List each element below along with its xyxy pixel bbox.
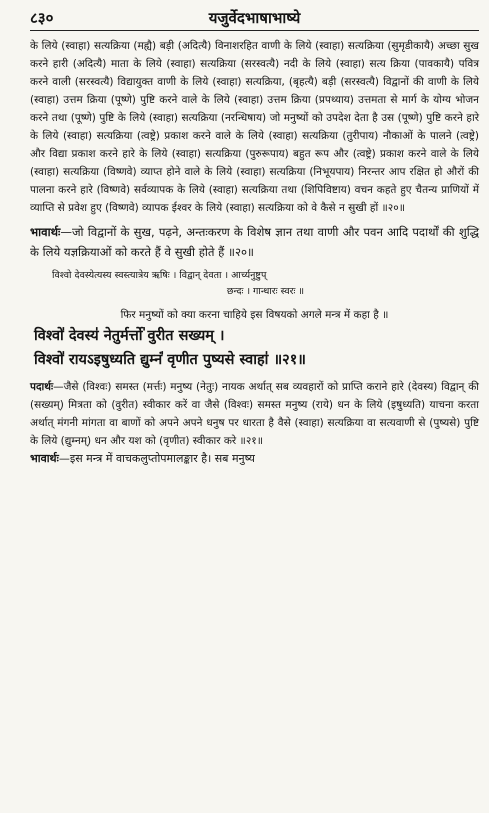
padartha-label: पदार्थः (30, 381, 54, 393)
rishi-devata-notation (30, 268, 479, 300)
bhavartha-text: —जो विद्वानों के सुख, पढ़ने, अन्तःकरण के विशेष ज्ञान तथा वाणी और पवन आदि पदार्थों की शुद्धि के लिये यज्ञक्रियाओं को करते हैं वे सुखी होते हैं ॥२०॥ (30, 225, 479, 259)
bhavartha-label: भावार्थः (30, 225, 61, 239)
notation-line-1: विश्वो देवस्येत्यस्य स्वस्त्यात्रेय ऋषिः । विद्वान् देवता । आर्च्यनुष्टुप् (52, 270, 267, 281)
bhavartha-text-2: —इस मन्त्र में वाचकलुप्तोपमालङ्कार है। सब मनुष्य (58, 452, 255, 465)
mantra-line-1: विश्वो॑ देवस्य॑ नेतुर्मर्त्तो॑ वुरीत सख्यम् । (34, 328, 225, 344)
notation-line-2: छन्दः । गान्धारः स्वरः ॥ (226, 286, 305, 297)
mantra-verse (30, 324, 479, 372)
mantra-line-2: विश्वो॑ रायऽइषुध्यति द्युम्नं॑ वृणीत पुष्यसे स्वाहा॑ ॥२१॥ (34, 352, 306, 368)
padartha-text: —जैसे (विश्वः) समस्त (मर्त्तः) मनुष्य (नेतुः) नायक अर्थात् सब व्यवहारों को प्राप्ति कराने हारे (देवस्य) विद्वान् की (सख्यम्) मित्रता को (वुरीत) स्वीकार करें वा जैसे (विश्वः) समस्त मनुष्य (राये) धन के लिये (इषुध्यति) याचना करता अर्थात् मंगनी मांगता वा बाणों को अपने अपने धनुष पर धारता है वैसे (स्वाहा) सत्यक्रिया वा सत्यवाणी से (पुष्यसे) पुष्टि के लिये (द्युम्नम्) धन और यश को (वृणीत) स्वीकार करे ॥२१॥ (30, 381, 479, 447)
bhavartha-label-2: भावार्थः (30, 452, 59, 465)
page-number: ८३० (30, 9, 54, 27)
commentary-paragraph (30, 37, 479, 217)
running-title: यजुर्वेदभाषाभाष्ये (208, 9, 301, 27)
bhavartha-section-21 (30, 450, 479, 468)
mantra-intro: फिर मनुष्यों को क्या करना चाहिये इस विषयको अगले मन्त्र में कहा है ॥ (120, 309, 389, 321)
commentary-text: के लिये (स्वाहा) सत्यक्रिया (मह्यै) बड़ी (अदित्यै) विनाशरहित वाणी के लिये (स्वाहा) सत्यक्रिया (सुमृडीकायै) अच्छा सुख करने हारी (अदित्यै) माता के लिये (स्वाहा) सत्यक्रिया (सरस्वत्यै) नदी के लिये (स्वाहा) सत्य क्रिया (पावकायै) पवित्र करने वाली (सरस्वत्यै) विद्यायुक्त वाणी के लिये (स्वाहा) सत्यक्रिया, (बृहत्यै) बड़ी (सरस्वत्यै) विद्वानों की वाणी के लिये (स्वाहा) उत्तम क्रिया (पूष्णे) पुष्टि करने वाले के लिये (स्वाहा) उत्तम क्रिया (प्रपथ्याय) उत्तमता से मार्ग के योग्य भोजन करने तथा (पूष्णे) पुष्टि के लिये (स्वाहा) सत्यक्रिया (नरन्धिषाय) जो मनुष्यों को उपदेश देता है उस (पूष्णे) पुष्टि करने हारे के लिये (स्वाहा) सत्यक्रिया (त्वष्ट्रे) प्रकाश करने वाले के लिये (स्वाहा) सत्यक्रिया (तुरीपाय) नौकाओं के पालने (त्वष्ट्रे) और विद्या प्रकाश करने हारे के लिये (स्वाहा) सत्यक्रिया (पुरुरूपाय) बहुत रूप और (त्वष्ट्रे) प्रकाश करने वाले के लिये (स्वाहा) सत्यक्रिया (विष्णवे) व्याप्त होने वाले के लिये (स्वाहा) सत्यक्रिया (निभूयपाय) निरन्तर आप रक्षित हो औरों की पालना करने हारे (विष्णवे) सर्वव्यापक के लिये (स्वाहा) सत्यक्रिया तथा (शिपिविष्टाय) वचन कहते हुए चैतन्य प्राणियों में व्याप्ति से प्रवेश हुए (विष्णवे) व्यापक ईश्वर के लिये (स्वाहा) सत्यक्रिया को वे कैसे न सुखी हों ॥२०॥ (30, 40, 479, 214)
padartha-section (30, 378, 479, 450)
bhavartha-section-20 (30, 223, 479, 262)
page-header (30, 6, 479, 31)
